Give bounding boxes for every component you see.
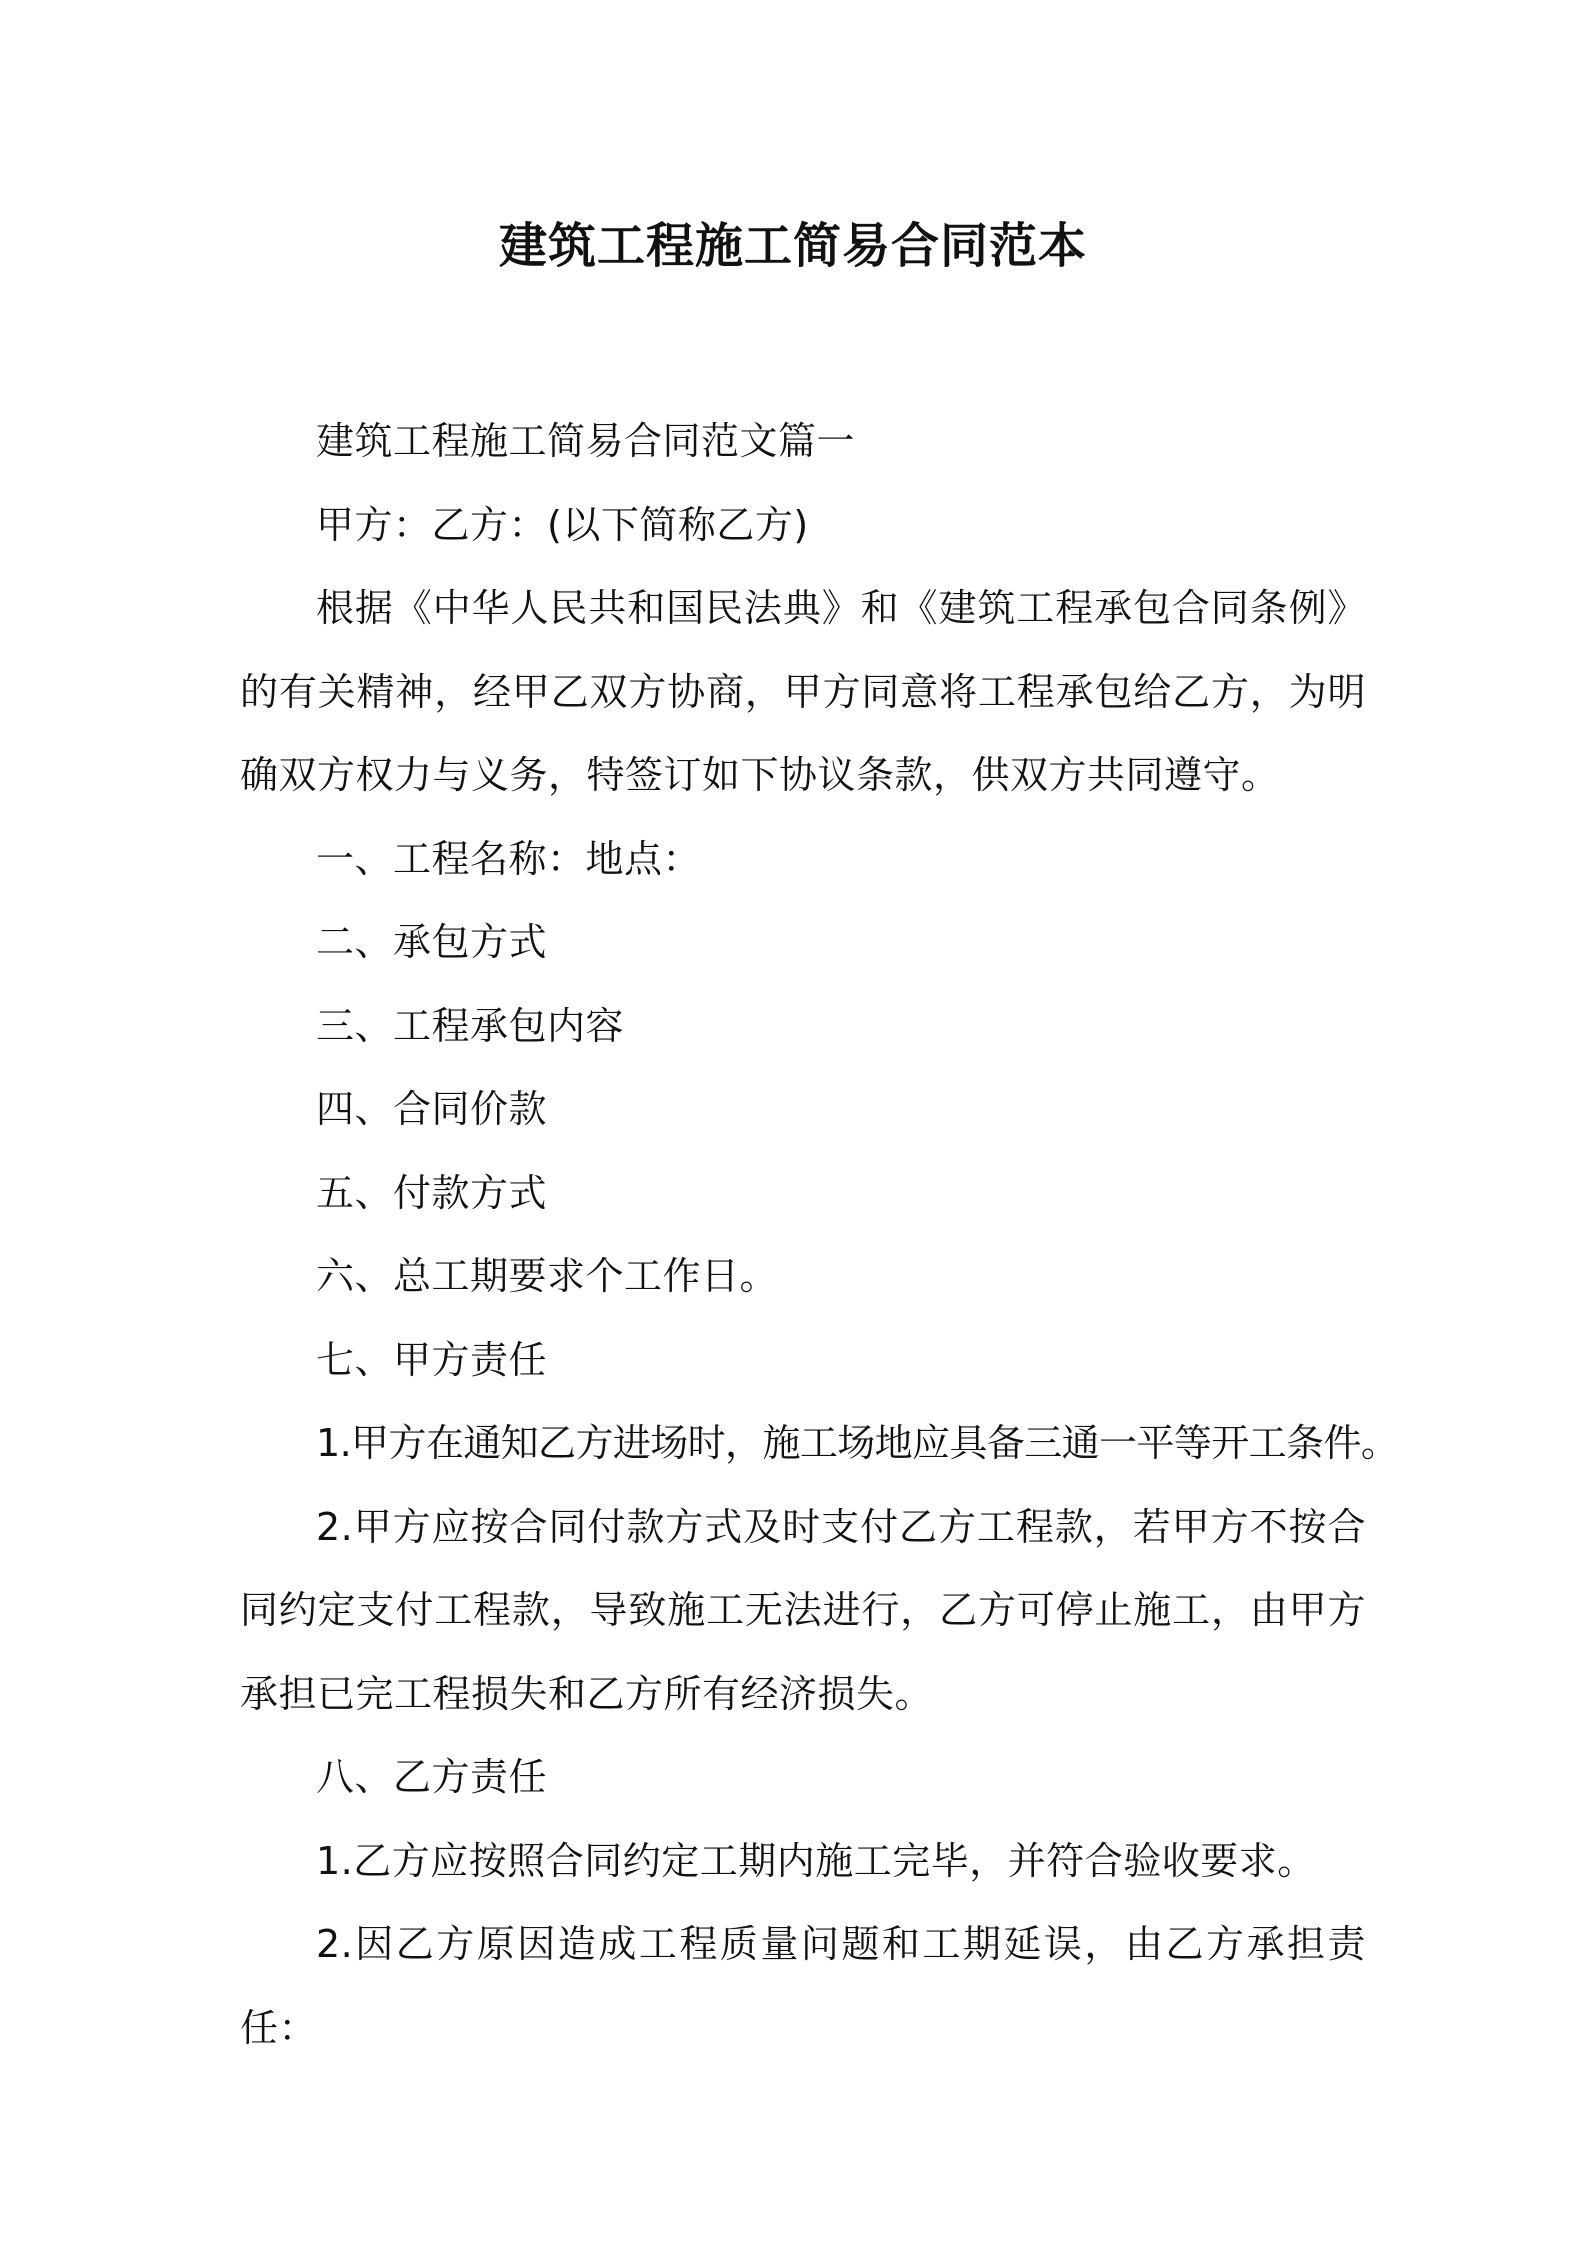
preamble-paragraph: 根据《中华人民共和国民法典》和《建筑工程承包合同条例》的有关精神，经甲乙双方协商，甲方同意将工程承包给乙方，为明确双方权力与义务，特签订如下协议条款，供双方共同遵守。 <box>240 586 1366 797</box>
clause-8-item-1: 1.乙方应按照合同约定工期内施工完毕，并符合验收要求。 <box>316 1838 1316 1883</box>
parties-paragraph: 甲方：乙方：(以下简称乙方) <box>316 502 809 547</box>
clause-8-item-2: 2.因乙方原因造成工程质量问题和工期延误，由乙方承担责任： <box>240 1922 1366 2050</box>
clause-5-payment-method: 五、付款方式 <box>316 1170 548 1215</box>
clause-7-item-2: 2.甲方应按合同付款方式及时支付乙方工程款，若甲方不按合同约定支付工程款，导致施工无法进行，乙方可停止施工，由甲方承担已完工程损失和乙方所有经济损失。 <box>240 1504 1366 1716</box>
clause-8-party-b-heading: 八、乙方责任 <box>316 1755 548 1799</box>
clause-2-contract-method: 二、承包方式 <box>316 920 548 964</box>
clause-1-project-name: 一、工程名称：地点： <box>316 836 702 881</box>
clause-4-contract-price: 四、合同价款 <box>316 1087 548 1131</box>
clause-7-item-1: 1.甲方在通知乙方进场时，施工场地应具备三通一平等开工条件。 <box>316 1421 1399 1465</box>
subtitle-paragraph: 建筑工程施工简易合同范文篇一 <box>316 419 856 463</box>
page-title: 建筑工程施工简易合同范本 <box>498 218 1087 274</box>
clause-7-party-a-heading: 七、甲方责任 <box>316 1337 548 1382</box>
clause-6-duration: 六、总工期要求个工作日。 <box>316 1254 779 1298</box>
document-body <box>240 400 1399 2070</box>
clause-3-contract-content: 三、工程承包内容 <box>316 1003 625 1048</box>
